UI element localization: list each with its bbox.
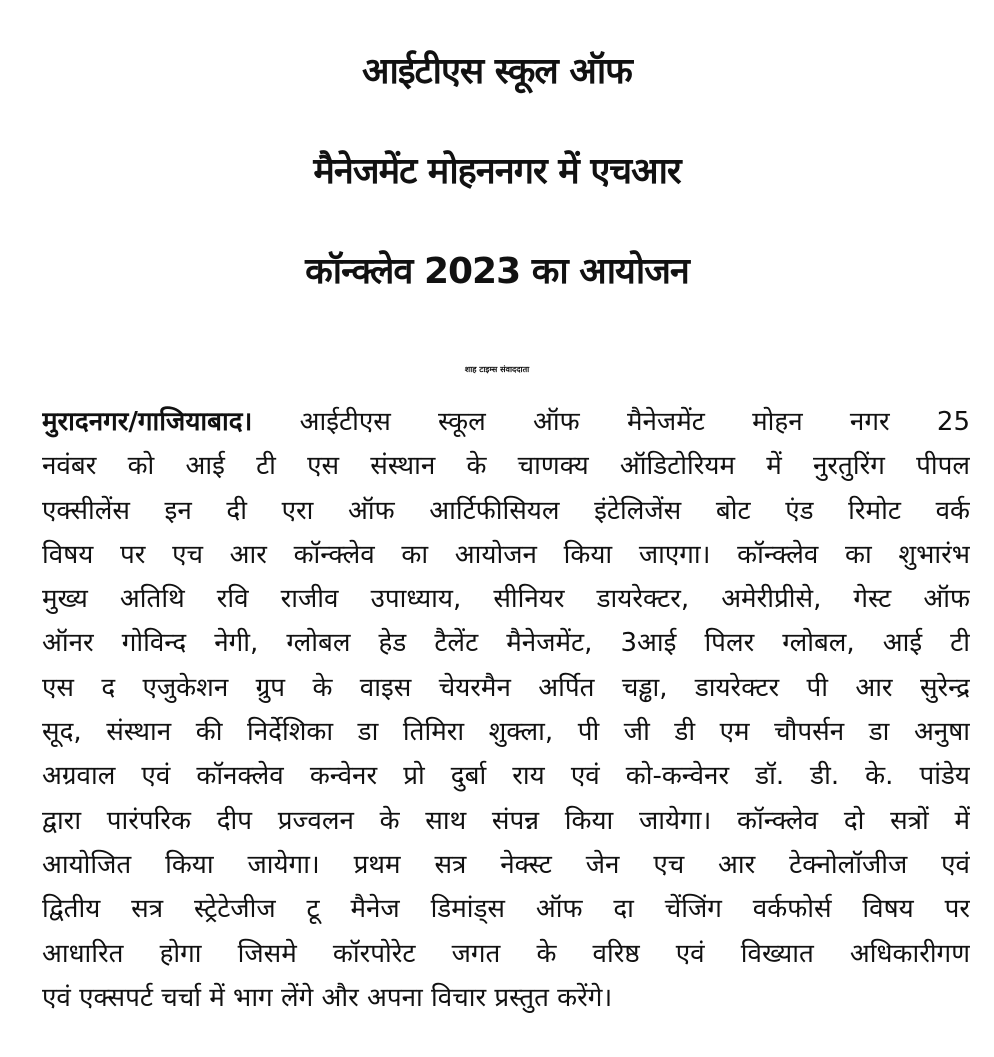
byline: शाह टाइम्स संवाददाता — [464, 365, 530, 374]
body-line: द्वितीय सत्र स्ट्रेटेजीज टू मैनेज डिमांड्स ऑफ दा चेंजिंग वर्कफोर्स विषय पर — [42, 894, 970, 925]
body-line: नवंबर को आई टी एस संस्थान के चाणक्य ऑडिटोरियम में नुरतुरिंग पीपल — [42, 451, 970, 482]
body-line: एवं एक्सपर्ट चर्चा में भाग लेंगे और अपना विचार प्रस्तुत करेंगे। — [42, 982, 613, 1013]
body-line: एक्सीलेंस इन दी एरा ऑफ आर्टिफीसियल इंटेलिजेंस बोट एंड रिमोट वर्क — [42, 495, 970, 526]
body-line: सूद, संस्थान की निर्देशिका डा तिमिरा शुक्ला, पी जी डी एम चौपर्सन डा अनुषा — [42, 717, 970, 748]
body-line: मुख्य अतिथि रवि राजीव उपाध्याय, सीनियर डायरेक्टर, अमेरीप्रीसे, गेस्ट ऑफ — [42, 584, 970, 615]
body-line: आयोजित किया जायेगा। प्रथम सत्र नेक्स्ट जेन एच आर टेक्नोलॉजीज एवं — [42, 849, 970, 880]
body-line: ऑनर गोविन्द नेगी, ग्लोबल हेड टैलेंट मैनेजमेंट, 3आई पिलर ग्लोबल, आई टी — [42, 628, 970, 659]
body-line — [42, 400, 970, 444]
body-line: एस द एजुकेशन ग्रुप के वाइस चेयरमैन अर्पित चड्ढा, डायरेक्टर पी आर सुरेन्द्र — [42, 672, 970, 703]
headline-line-1: आईटीएस स्कूल ऑफ — [362, 51, 632, 92]
article-headline — [0, 22, 994, 322]
body-line: अग्रवाल एवं कॉनक्लेव कन्वेनर प्रो दुर्बा राय एवं को-कन्वेनर डॉ. डी. के. पांडेय — [42, 761, 970, 792]
headline-line-2: मैनेजमेंट मोहननगर में एचआर — [313, 151, 681, 192]
headline-line-3: कॉन्क्लेव 2023 का आयोजन — [305, 251, 689, 292]
body-line: आधारित होगा जिसमे कॉरपोरेट जगत के वरिष्ठ एवं विख्यात अधिकारीगण — [42, 938, 970, 969]
body-line: विषय पर एच आर कॉन्क्लेव का आयोजन किया जाएगा। कॉन्क्लेव का शुभारंभ — [42, 539, 970, 570]
article-body — [42, 400, 970, 1020]
body-line-text: आईटीएस स्कूल ऑफ मैनेजमेंट मोहन नगर 25 — [252, 407, 970, 437]
dateline: मुरादनगर/गाजियाबाद। — [42, 407, 253, 437]
body-line: द्वारा पारंपरिक दीप प्रज्वलन के साथ संपन्न किया जायेगा। कॉन्क्लेव दो सत्रों में — [42, 805, 970, 836]
